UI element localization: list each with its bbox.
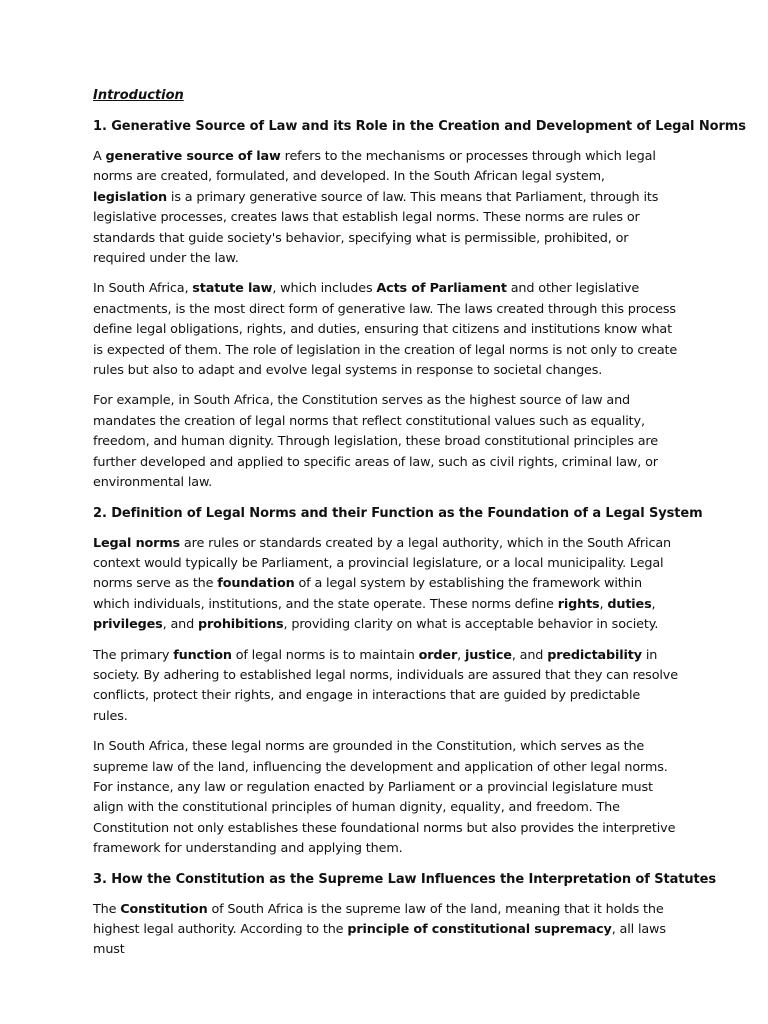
introduction-heading: Introduction xyxy=(93,88,184,103)
section-1-paragraph-3: For example, in South Africa, the Constitution serves as the highest source of law and mandates the creation of legal norms that reflect constitutional values such as equality, freedom, and human dignity. Through legislation, these broad constitutional principles are further developed and applied to specific areas of law, such as civil rights, criminal law, or environmental law. xyxy=(93,393,658,491)
section-2-paragraph-2: The primary function of legal norms is to maintain order, justice, and predictability in society. By adhering to established legal norms, individuals are assured that they can resolve conflicts, protect their rights, and engage in interactions that are guided by predictable rules. xyxy=(93,647,678,724)
section-1-heading: 1. Generative Source of Law and its Role in the Creation and Development of Legal Norms xyxy=(93,119,746,134)
section-2-paragraph-3: In South Africa, these legal norms are grounded in the Constitution, which serves as the supreme law of the land, influencing the development and application of other legal norms. For instance, any law or regulation enacted by Parliament or a provincial legislature must align with the constitutional principles of human dignity, equality, and freedom. The Constitution not only establishes these foundational norms but also provides the interpretive framework for understanding and applying them. xyxy=(93,739,676,857)
section-3-paragraph-1: The Constitution of South Africa is the supreme law of the land, meaning that it holds the highest legal authority. According to the principle of constitutional supremacy, all laws must xyxy=(93,901,666,958)
section-2-heading: 2. Definition of Legal Norms and their Function as the Foundation of a Legal System xyxy=(93,505,703,521)
section-1-paragraph-1: A generative source of law refers to the mechanisms or processes through which legal norms are created, formulated, and developed. In the South African legal system, legislation is a primary generative source of law. This means that Parliament, through its legislative processes, creates laws that establish legal norms. These norms are rules or standards that guide society's behavior, specifying what is permissible, prohibited, or required under the law. xyxy=(93,149,659,267)
section-1-paragraph-2: In South Africa, statute law, which includes Acts of Parliament and other legislative enactments, is the most direct form of generative law. The laws created through this process define legal obligations, rights, and duties, ensuring that citizens and institutions know what is expected of them. The role of legislation in the creation of legal norms is not only to create rules but also to adapt and evolve legal systems in response to societal changes. xyxy=(93,281,678,379)
section-3-heading: 3. How the Constitution as the Supreme Law Influences the Interpretation of Statutes xyxy=(93,871,717,887)
section-2-paragraph-1: Legal norms are rules or standards created by a legal authority, which in the South African context would typically be Parliament, a provincial legislature, or a local municipality. Legal norms serve as the foundation of a legal system by establishing the framework within which individuals, institutions, and the state operate. These norms define rights, duties, privileges, and prohibitions, providing clarity on what is acceptable behavior in society. xyxy=(93,535,671,633)
